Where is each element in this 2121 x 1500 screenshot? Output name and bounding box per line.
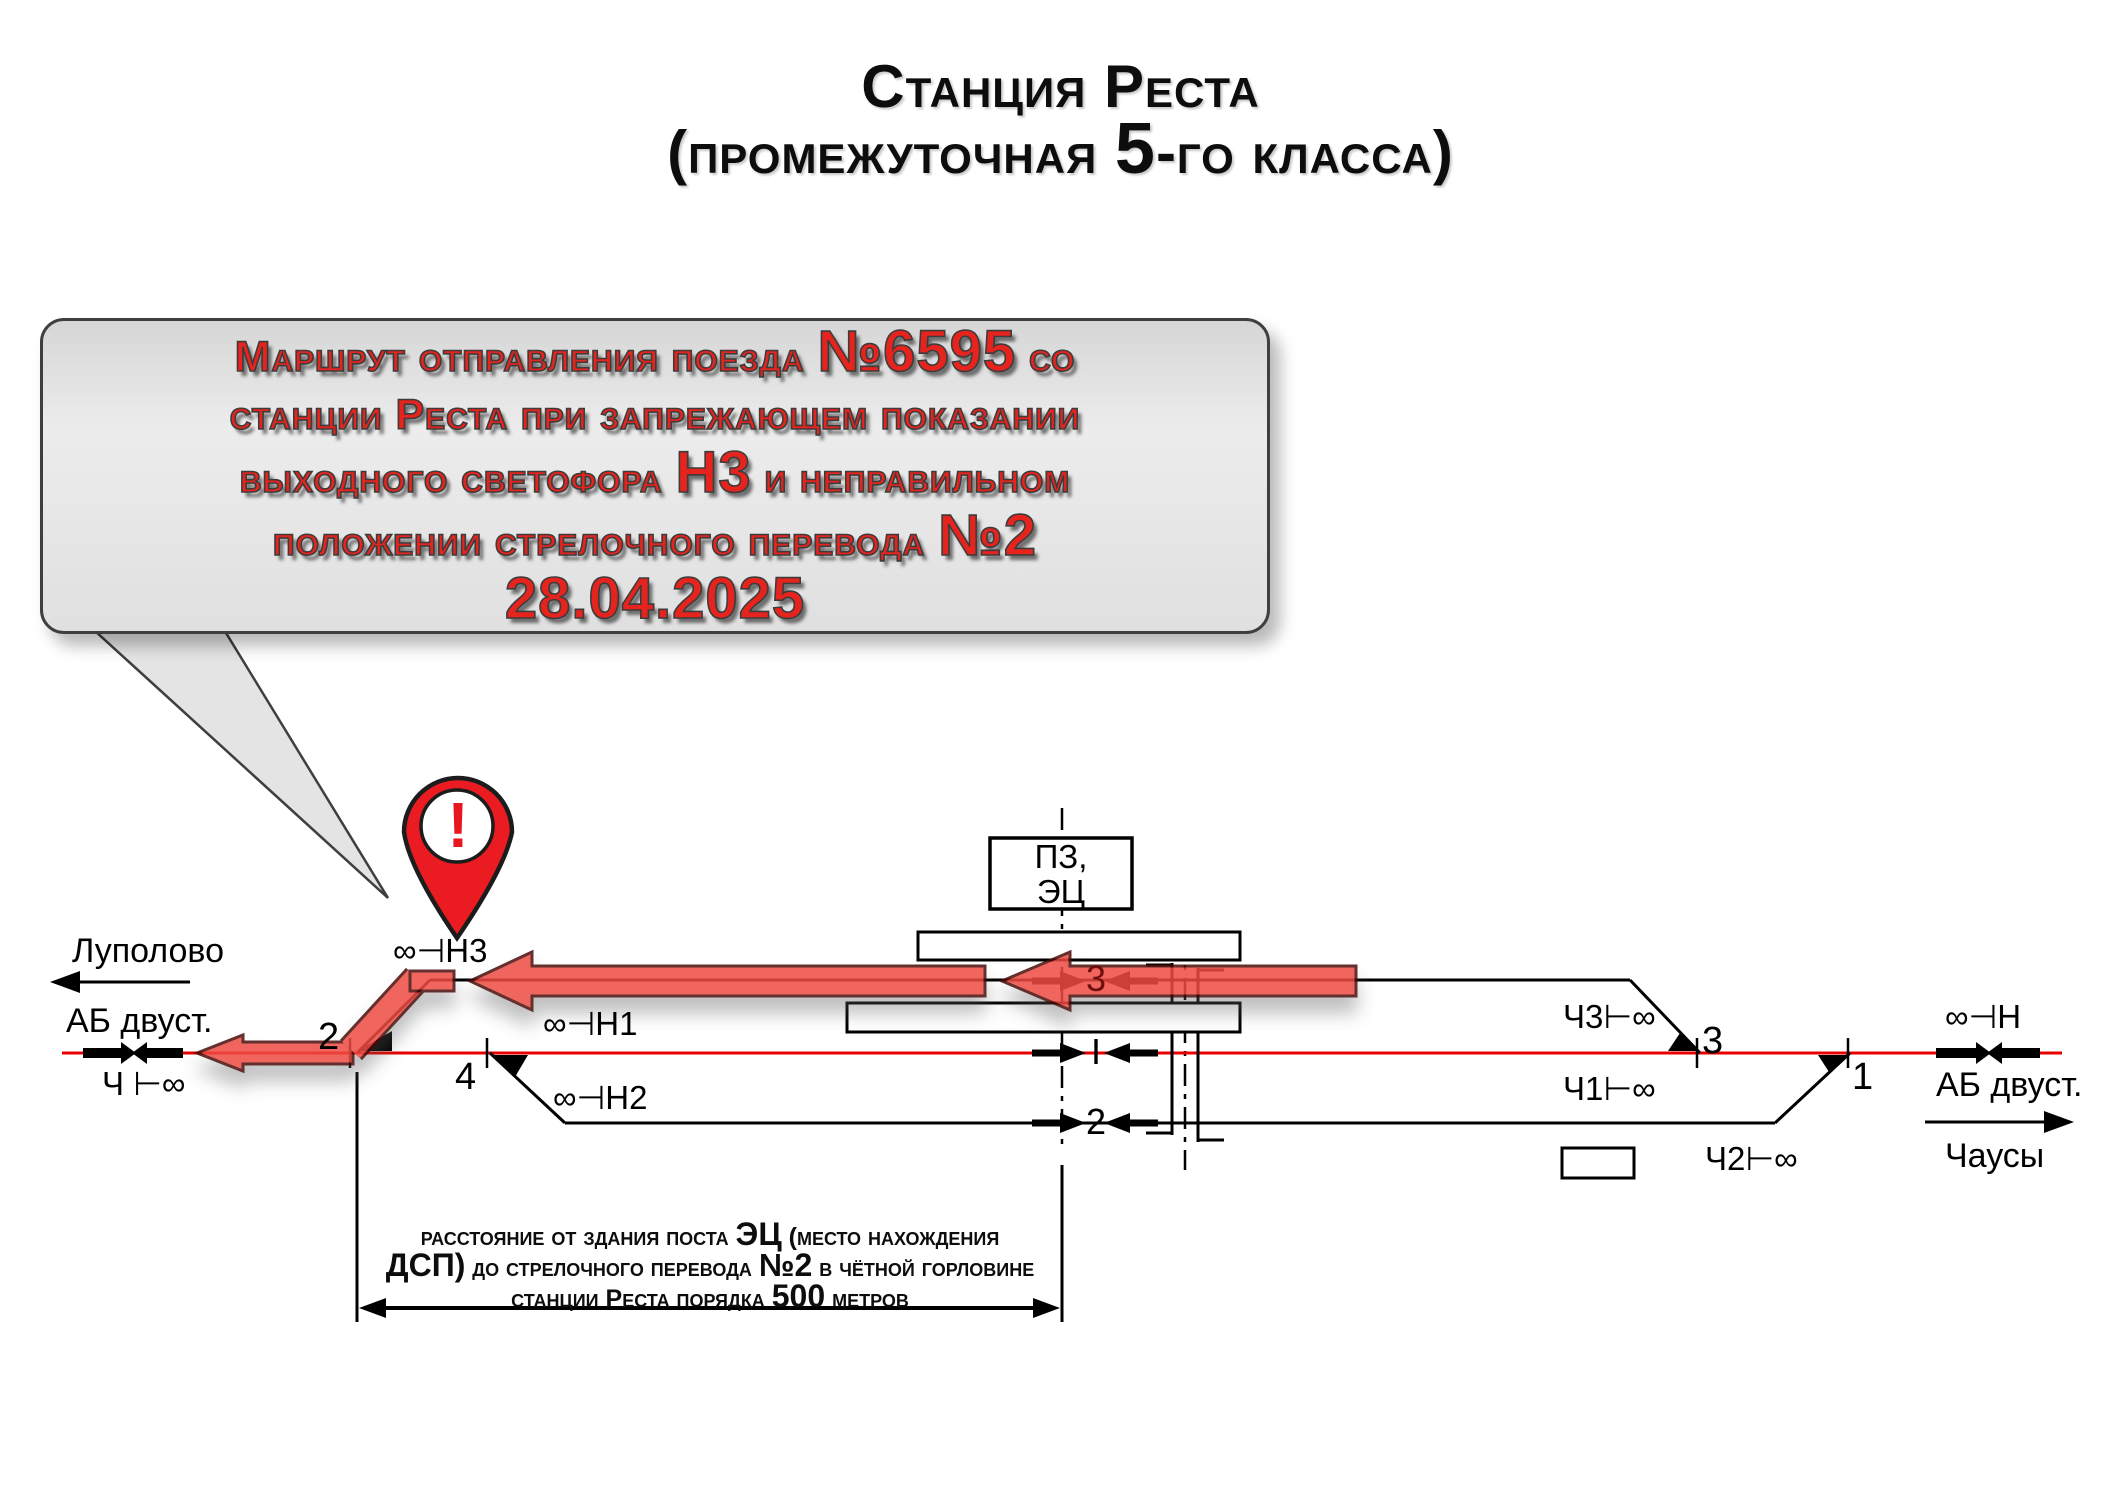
track-2-number: 2 (1085, 1101, 1107, 1142)
chausy-direction-arrow (1925, 1111, 2074, 1133)
ec-post-label (990, 838, 1132, 909)
distance-note-line1: расстояние от здания поста ЭЦ (место нахождения (420, 1216, 1000, 1252)
switch-3-number: 3 (1702, 1020, 1724, 1062)
insulated-joint-right (1936, 1042, 2040, 1064)
callout-line-3: выходного светофора Н3 и неправильном (239, 440, 1071, 505)
signal-ch2-label: Ч2⊢∞ (1705, 1140, 1798, 1177)
signal-n3-label: ∞⊣Н3 (393, 932, 488, 969)
platform-lower (847, 1003, 1240, 1032)
distance-note (357, 1216, 1063, 1314)
signal-ch3-label: Ч3⊢∞ (1563, 998, 1656, 1035)
route-connector (410, 971, 454, 991)
switch-1-number: 1 (1852, 1056, 1874, 1098)
distance-note-line3: станции Реста порядка 500 метров (511, 1278, 909, 1314)
switch-2-number: 2 (318, 1016, 340, 1058)
right-destination-label: Чаусы (1945, 1137, 2045, 1175)
signal-ch-label: Ч ⊢∞ (102, 1065, 186, 1102)
signal-n1-label: ∞⊣Н1 (543, 1005, 638, 1042)
page-title-line2: (промежуточная 5-го класса) (667, 109, 1454, 189)
callout-line-4: положении стрелочного перевода №2 (273, 503, 1037, 568)
left-destination-label: Луполово (72, 932, 224, 970)
signal-n-right-label: ∞⊣Н (1945, 998, 2022, 1035)
ec-post-line1: ПЗ, (1034, 837, 1088, 875)
signal-ch1-label: Ч1⊢∞ (1563, 1070, 1656, 1107)
ec-post-line2: ЭЦ (1036, 872, 1086, 910)
switch-4-number: 4 (455, 1056, 477, 1098)
alert-exclamation-icon: ! (447, 789, 469, 861)
page-title-line1: Станция Реста (861, 53, 1260, 120)
track-3-number: 3 (1085, 958, 1107, 999)
callout-date-line: 28.04.2025 (504, 566, 806, 631)
route-arrow-track3-west (470, 952, 985, 1010)
distance-note-line2: ДСП) до стрелочного перевода №2 в чётной горловине (385, 1247, 1035, 1283)
platforms-and-buildings (847, 838, 1634, 1178)
callout-line-1: Маршрут отправления поезда №6595 со (234, 319, 1076, 384)
track-main-number: I (1090, 1031, 1101, 1072)
lupolovo-direction-arrow (50, 971, 190, 993)
insulated-joint-left (83, 1042, 183, 1064)
small-building (1562, 1148, 1634, 1178)
signal-n2-label: ∞⊣Н2 (553, 1079, 648, 1116)
left-block-label: АБ двуст. (66, 1002, 213, 1040)
right-block-label: АБ двуст. (1936, 1066, 2083, 1104)
platform-upper (918, 932, 1240, 960)
callout-line-2: станции Реста при запрежающем показании (229, 391, 1081, 439)
